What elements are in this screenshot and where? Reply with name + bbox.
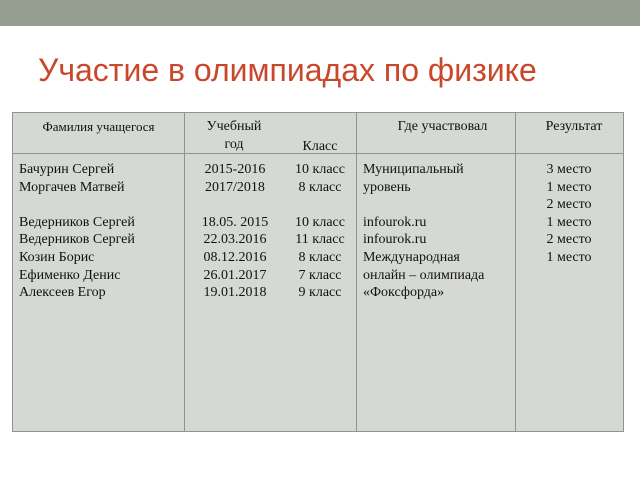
slide-title: Участие в олимпиадах по физике [38,52,537,88]
column-divider-2 [356,113,357,431]
where-line: infourok.ru [363,214,427,230]
header-where: Где участвовал [397,119,488,134]
where-line: Международная [363,249,460,265]
years-column: 2015-2016 2017/2018 18.05. 2015 22.03.2016 08.12.2016 26.01.2017 19.01.2018 [201,162,269,301]
results-column: 3 место 1 место 2 место 1 место 2 место 1 место [546,162,592,265]
header-name: Фамилия учащегося [42,119,155,134]
where-line [363,196,509,214]
header-class: Класс [302,139,338,154]
where-line: infourok.ru [363,232,427,248]
header-year: Учебный год [206,119,262,152]
where-line: уровень [363,179,411,195]
header-result: Результат [545,119,603,134]
names-column: Бачурин Сергей Моргачев Матвей Ведерников Сергей Ведерников Сергей Козин Борис Ефименко Денис Алексеев Егор [19,162,135,301]
olympiad-table [12,112,624,432]
classes-column: 10 класс 8 класс 10 класс 11 класс 8 класс 7 класс 9 класс [295,162,345,301]
where-line: «Фоксфорда» [363,285,445,301]
top-decor-band [0,0,640,26]
where-line: Муниципальный [363,162,464,177]
where-column [363,161,509,302]
where-line: онлайн – олимпиада [363,267,485,283]
